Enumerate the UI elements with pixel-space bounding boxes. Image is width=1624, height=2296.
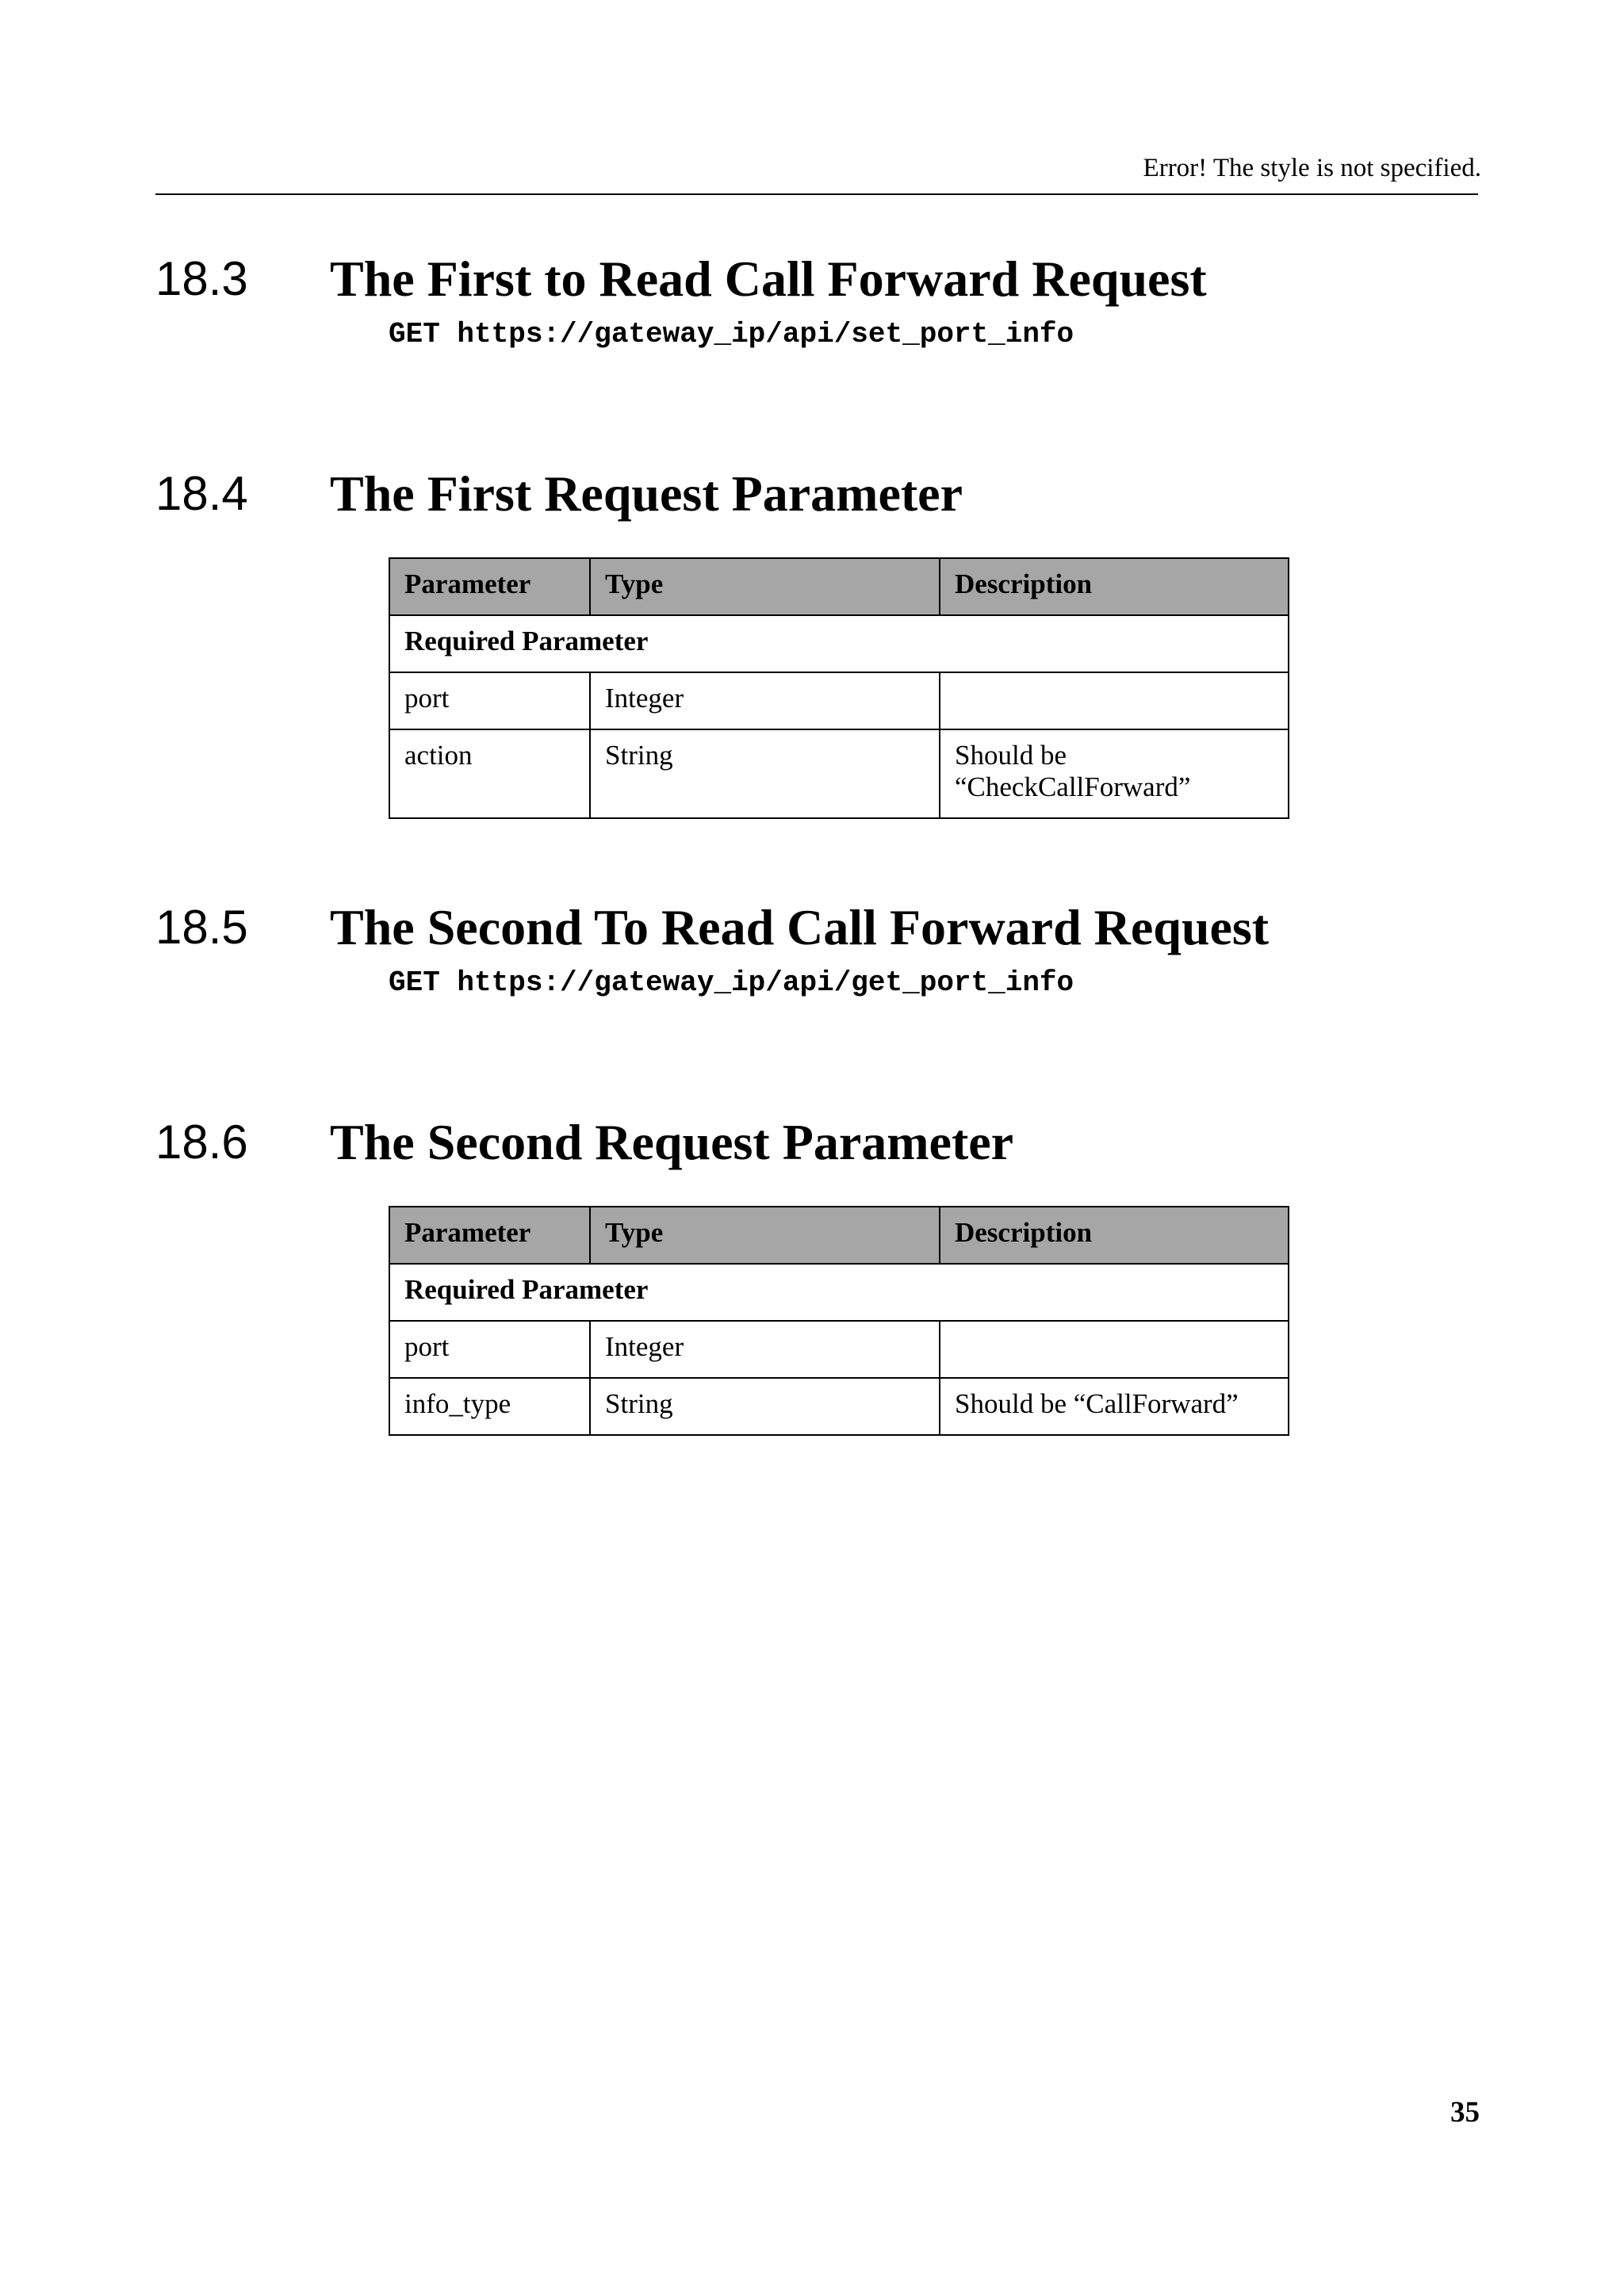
column-header-parameter: Parameter bbox=[389, 1207, 590, 1264]
table-group-row bbox=[389, 615, 1289, 672]
column-header-description: Description bbox=[940, 558, 1289, 615]
required-parameter-label: Required Parameter bbox=[389, 615, 1289, 672]
section-title: The First to Read Call Forward Request bbox=[330, 251, 1207, 307]
cell-type: String bbox=[590, 1378, 940, 1435]
section-number: 18.6 bbox=[155, 1115, 248, 1169]
header-rule bbox=[155, 193, 1478, 195]
column-header-type: Type bbox=[590, 1207, 940, 1264]
column-header-description: Description bbox=[940, 1207, 1289, 1264]
section-18-6 bbox=[155, 1111, 1478, 1419]
table-group-row bbox=[389, 1264, 1289, 1321]
cell-description: Should be “CallForward” bbox=[940, 1378, 1289, 1435]
cell-description: Should be “CheckCallForward” bbox=[940, 729, 1289, 818]
section-number: 18.4 bbox=[155, 467, 248, 520]
section-number: 18.5 bbox=[155, 901, 248, 954]
section-18-4 bbox=[155, 462, 1478, 802]
required-parameter-label: Required Parameter bbox=[389, 1264, 1289, 1321]
cell-description bbox=[940, 672, 1289, 729]
api-endpoint: GET https://gateway_ip/api/set_port_info bbox=[389, 318, 1074, 350]
table-header-row bbox=[389, 1207, 1289, 1264]
table-row bbox=[389, 1321, 1289, 1378]
section-heading bbox=[155, 1111, 1478, 1174]
cell-parameter: action bbox=[389, 729, 590, 818]
section-18-3 bbox=[155, 247, 1478, 350]
section-number: 18.3 bbox=[155, 252, 248, 305]
table-row bbox=[389, 672, 1289, 729]
page-number: 35 bbox=[1450, 2096, 1480, 2129]
column-header-parameter: Parameter bbox=[389, 558, 590, 615]
section-18-5 bbox=[155, 896, 1478, 999]
cell-type: String bbox=[590, 729, 940, 818]
section-heading bbox=[155, 247, 1478, 311]
table-row bbox=[389, 1378, 1289, 1435]
section-title: The Second Request Parameter bbox=[330, 1114, 1014, 1170]
api-endpoint: GET https://gateway_ip/api/get_port_info bbox=[389, 966, 1074, 999]
cell-description bbox=[940, 1321, 1289, 1378]
cell-parameter: port bbox=[389, 1321, 590, 1378]
section-title: The Second To Read Call Forward Request bbox=[330, 899, 1270, 955]
column-header-type: Type bbox=[590, 558, 940, 615]
cell-parameter: info_type bbox=[389, 1378, 590, 1435]
parameter-table bbox=[389, 557, 1289, 819]
table-row bbox=[389, 729, 1289, 818]
running-header: Error! The style is not specified. bbox=[1143, 154, 1481, 182]
cell-parameter: port bbox=[389, 672, 590, 729]
section-title: The First Request Parameter bbox=[330, 465, 963, 522]
table-header-row bbox=[389, 558, 1289, 615]
cell-type: Integer bbox=[590, 1321, 940, 1378]
section-heading bbox=[155, 462, 1478, 526]
cell-type: Integer bbox=[590, 672, 940, 729]
parameter-table bbox=[389, 1206, 1289, 1436]
section-heading bbox=[155, 896, 1478, 959]
